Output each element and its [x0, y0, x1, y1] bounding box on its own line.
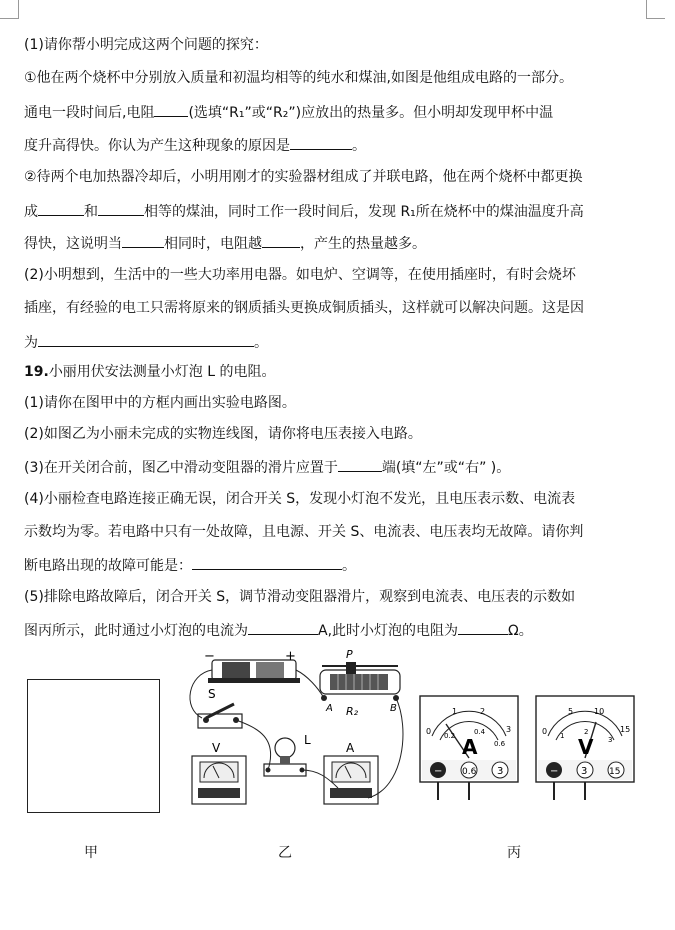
voltmeter-terminal-label: 15 — [609, 767, 621, 777]
text-line: ①他在两个烧杯中分别放入质量和初温均相等的纯水和煤油,如图是他组成电路的一部分。 — [24, 70, 573, 86]
text-line: (2)如图乙为小丽未完成的实物连线图，请你将电压表接入电路。 — [24, 426, 422, 442]
text-line: (1)请你帮小明完成这两个问题的探究： — [24, 37, 268, 53]
text-line: 得快，这说明当 相同时，电阻越 ，产生的热量越多。 — [24, 232, 426, 254]
text-line: 度升高得快。你认为产生这种现象的原因是 。 — [24, 134, 366, 156]
text-line: 示数均为零。若电路中只有一处故障，且电源、开关 S、电流表、电压表均无故障。请你判 — [24, 524, 584, 540]
page-corner-mark-left — [0, 0, 19, 19]
battery-plus-label: + — [285, 649, 296, 664]
figure-caption-yi: 乙 — [278, 845, 292, 861]
battery-minus-label: − — [204, 649, 215, 664]
text-line: 为 。 — [24, 331, 268, 353]
answer-blank[interactable] — [38, 331, 254, 347]
text-line: 图丙所示，此时通过小灯泡的电流为 A,此时小灯泡的电阻为 Ω。 — [24, 619, 533, 641]
text-line: 插座，有经验的电工只需将原来的钢质插头更换成铜质插头，这样就可以解决问题。这是因 — [24, 300, 584, 316]
text-line: (2)小明想到，生活中的一些大功率用电器。如电炉、空调等，在使用插座时，有时会烧坏 — [24, 267, 576, 283]
rheostat-terminal-b: B — [390, 703, 397, 714]
text-line: (1)请你在图甲中的方框内画出实验电路图。 — [24, 395, 296, 411]
voltmeter-scale-label: 10 — [594, 707, 605, 716]
ammeter-label: A — [346, 741, 355, 755]
ammeter-symbol: A — [462, 735, 478, 759]
ammeter-scale-label: 0.4 — [474, 728, 486, 736]
answer-blank[interactable] — [38, 200, 84, 216]
ammeter-terminal-label: − — [434, 766, 443, 777]
rheostat-slider-label: P — [346, 648, 353, 661]
voltmeter-terminal-label: − — [550, 766, 559, 777]
ammeter-terminal-label: 0.6 — [462, 767, 477, 777]
voltmeter-device — [192, 756, 246, 804]
voltmeter-scale-label: 5 — [568, 707, 574, 716]
answer-blank[interactable] — [458, 619, 508, 635]
text-line: 通电一段时间后,电阻 (选填“R₁”或“R₂”)应放出的热量多。但小明却发现甲杯中温 — [24, 101, 553, 123]
page-corner-mark-right — [646, 0, 665, 19]
ammeter-scale-label: 0 — [426, 727, 432, 736]
answer-blank[interactable] — [248, 619, 318, 635]
ammeter-scale-label: 2 — [480, 707, 486, 716]
answer-blank[interactable] — [338, 456, 382, 472]
switch — [198, 704, 242, 728]
ammeter-device — [324, 756, 378, 804]
answer-blank[interactable] — [98, 200, 144, 216]
voltmeter-scale-label: 0 — [542, 727, 548, 736]
voltmeter-terminal-label: 3 — [581, 766, 588, 777]
answer-blank[interactable] — [262, 232, 300, 248]
voltmeter-scale-label: 2 — [584, 728, 589, 736]
ammeter-scale-label: 1 — [452, 707, 458, 716]
question-number: 19. — [24, 364, 49, 380]
answer-blank[interactable] — [122, 232, 164, 248]
figure-jia-box — [27, 679, 160, 813]
text-line: ②待两个电加热器冷却后，小明用刚才的实验器材组成了并联电路，他在两个烧杯中都更换 — [24, 169, 583, 185]
voltmeter-scale-label: 15 — [620, 725, 631, 734]
text-line: (5)排除电路故障后，闭合开关 S，调节滑动变阻器滑片，观察到电流表、电压表的示数如 — [24, 589, 576, 605]
answer-blank[interactable] — [192, 554, 342, 570]
text-line: 断电路出现的故障可能是： 。 — [24, 554, 356, 576]
ammeter-scale-label: 0.2 — [444, 732, 456, 740]
voltmeter-scale-label: 1 — [560, 732, 565, 740]
voltmeter-label: V — [212, 741, 221, 755]
rheostat-label: R₂ — [346, 705, 359, 718]
figure-caption-bing: 丙 — [507, 845, 521, 861]
answer-blank[interactable] — [290, 134, 352, 150]
ammeter-scale-label: 0.6 — [494, 740, 506, 748]
text-line: (3)在开关闭合前，图乙中滑动变阻器的滑片应置于 端(填“左”或“右” )。 — [24, 456, 510, 478]
rheostat — [320, 662, 400, 701]
switch-label: S — [208, 687, 216, 701]
voltmeter-scale-label: 3 — [608, 736, 613, 744]
text-line: (4)小丽检查电路连接正确无误，闭合开关 S，发现小灯泡不发光，且电压表示数、电流表 — [24, 491, 576, 507]
ammeter-scale-label: 3 — [506, 725, 512, 734]
figure-caption-jia: 甲 — [84, 845, 98, 861]
text-line: 成 和 相等的煤油，同时工作一段时间后，发现 R₁所在烧杯中的煤油温度升高 — [24, 200, 584, 222]
ammeter-terminal-label: 3 — [497, 766, 504, 777]
answer-blank[interactable] — [154, 101, 188, 117]
question-19-title: 19.小丽用伏安法测量小灯泡 L 的电阻。 — [24, 364, 276, 380]
figure-yi-circuit — [178, 648, 410, 818]
rheostat-terminal-a: A — [326, 703, 333, 714]
lamp-label: L — [304, 733, 311, 747]
voltmeter-symbol: V — [578, 735, 594, 759]
figure-bing-meters — [418, 694, 640, 804]
